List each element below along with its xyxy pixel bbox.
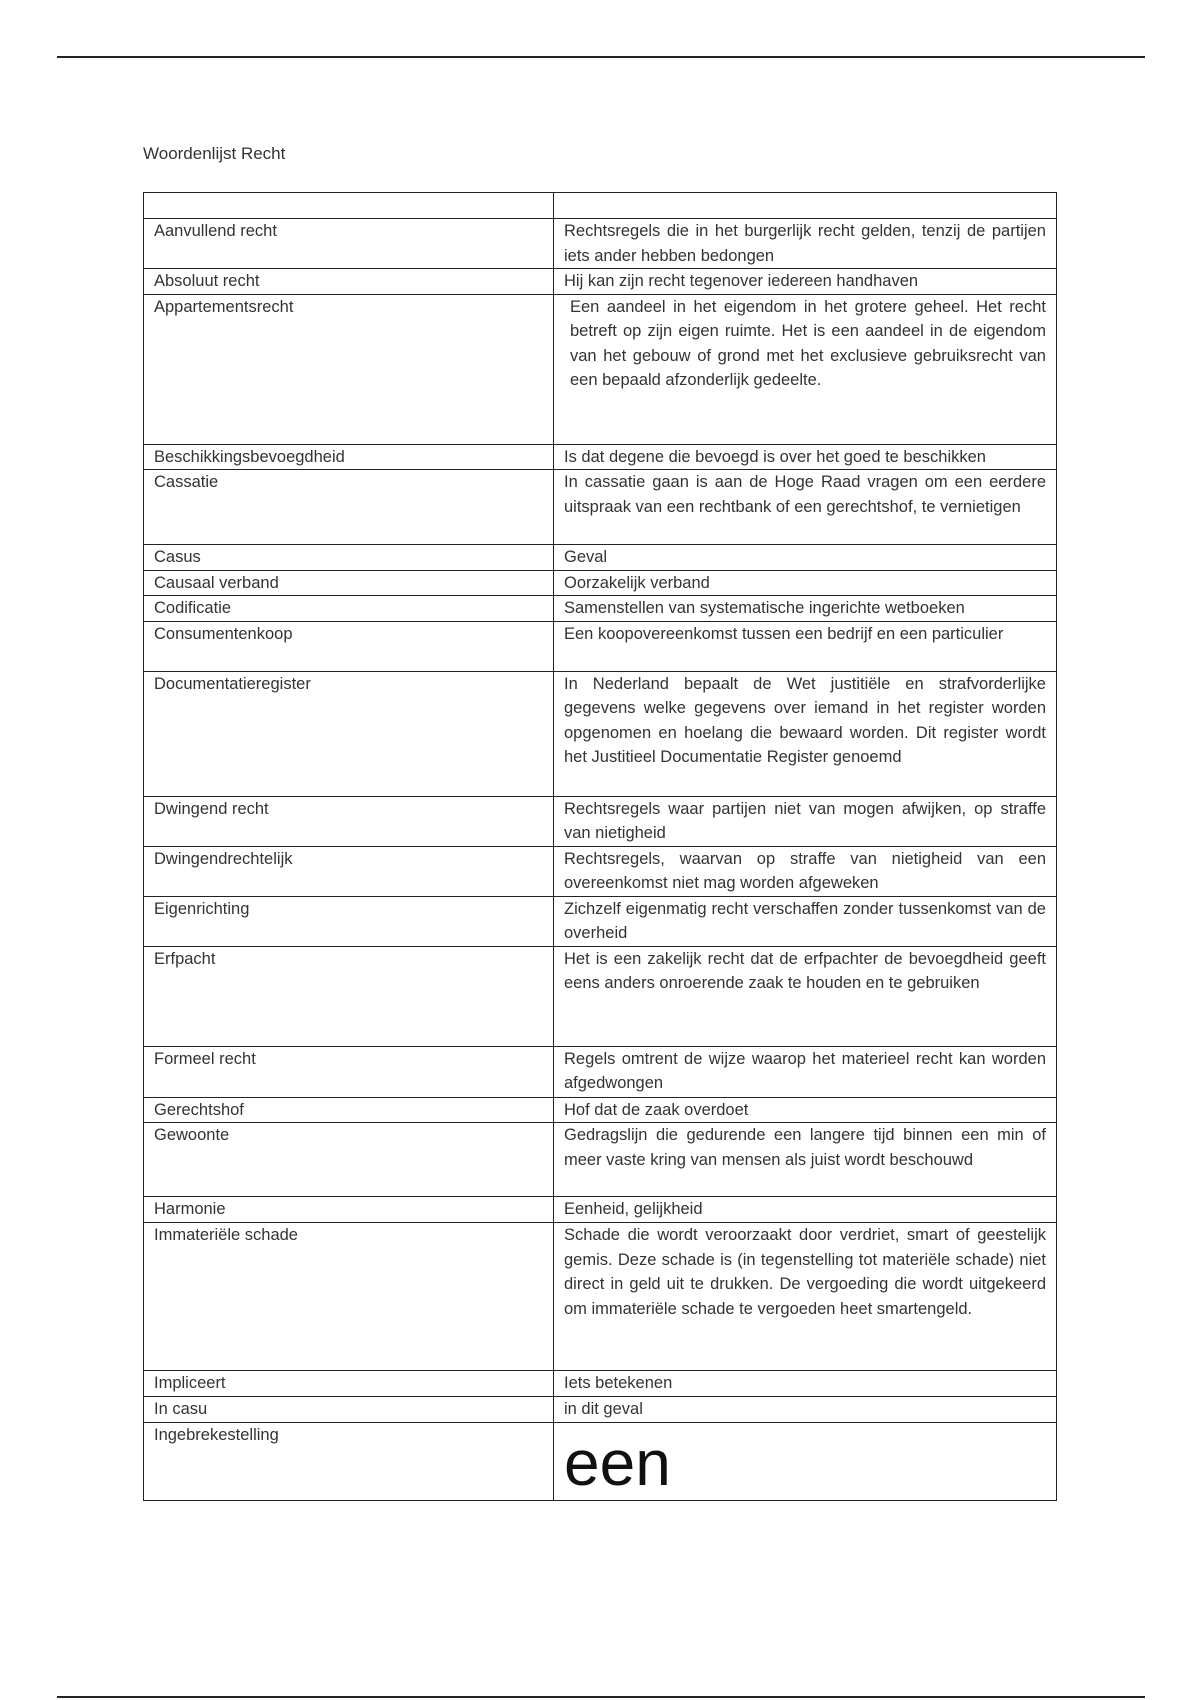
- glossary-table: [143, 192, 1057, 1501]
- definition-cell: een: [554, 1422, 1057, 1500]
- definition-cell: Een aandeel in het eigendom in het grotere geheel. Het recht betreft op zijn eigen ruimte. Het is een aandeel in de eigendom van het gebouw of grond met het exclusieve gebruiksrecht van een bepaald afzonderlijk gedeelte.: [554, 294, 1057, 444]
- table-row: [144, 1223, 1057, 1371]
- definition-cell: Schade die wordt veroorzaakt door verdriet, smart of geestelijk gemis. Deze schade is (in tegenstelling tot materiële schade) niet direct in geld uit te drukken. De vergoeding die wordt uitgekeerd om immateriële schade te vergoeden heet smartengeld.: [554, 1223, 1057, 1371]
- term-cell: Documentatieregister: [144, 671, 554, 796]
- table-row: [144, 946, 1057, 1046]
- term-cell: Gewoonte: [144, 1123, 554, 1197]
- table-row: [144, 1123, 1057, 1197]
- term-cell: Eigenrichting: [144, 896, 554, 946]
- term-cell: Dwingend recht: [144, 796, 554, 846]
- header-term-cell: [144, 193, 554, 219]
- table-row: [144, 444, 1057, 470]
- term-cell: In casu: [144, 1397, 554, 1423]
- header-rule: [57, 56, 1145, 58]
- term-cell: Formeel recht: [144, 1046, 554, 1097]
- table-row: [144, 796, 1057, 846]
- term-cell: Cassatie: [144, 470, 554, 545]
- term-cell: Aanvullend recht: [144, 219, 554, 269]
- term-cell: Consumentenkoop: [144, 621, 554, 671]
- table-row: [144, 470, 1057, 545]
- table-row: [144, 1097, 1057, 1123]
- definition-cell: Iets betekenen: [554, 1371, 1057, 1397]
- definition-cell: In cassatie gaan is aan de Hoge Raad vragen om een eerdere uitspraak van een rechtbank of een gerechtshof, te vernietigen: [554, 470, 1057, 545]
- definition-cell: Een koopovereenkomst tussen een bedrijf en een particulier: [554, 621, 1057, 671]
- definition-cell: Rechtsregels die in het burgerlijk recht gelden, tenzij de partijen iets ander hebben bedongen: [554, 219, 1057, 269]
- term-cell: Codificatie: [144, 596, 554, 622]
- term-cell: Ingebrekestelling: [144, 1422, 554, 1500]
- table-row: [144, 596, 1057, 622]
- table-row: [144, 1397, 1057, 1423]
- term-cell: Erfpacht: [144, 946, 554, 1046]
- term-cell: Causaal verband: [144, 570, 554, 596]
- footer-rule: [57, 1696, 1145, 1698]
- table-row: [144, 294, 1057, 444]
- table-row: [144, 219, 1057, 269]
- definition-cell: Zichzelf eigenmatig recht verschaffen zonder tussenkomst van de overheid: [554, 896, 1057, 946]
- term-cell: Casus: [144, 545, 554, 571]
- term-cell: Gerechtshof: [144, 1097, 554, 1123]
- term-cell: Appartementsrecht: [144, 294, 554, 444]
- document-title: Woordenlijst Recht: [143, 144, 286, 163]
- definition-cell: Is dat degene die bevoegd is over het goed te beschikken: [554, 444, 1057, 470]
- definition-cell: Oorzakelijk verband: [554, 570, 1057, 596]
- definition-cell: Gedragslijn die gedurende een langere tijd binnen een min of meer vaste kring van mensen als juist wordt beschouwd: [554, 1123, 1057, 1197]
- table-row: [144, 1422, 1057, 1500]
- table-row: [144, 545, 1057, 571]
- table-row: [144, 671, 1057, 796]
- definition-cell: Hof dat de zaak overdoet: [554, 1097, 1057, 1123]
- term-cell: Impliceert: [144, 1371, 554, 1397]
- table-row: [144, 846, 1057, 896]
- table-row: [144, 621, 1057, 671]
- table-row: [144, 570, 1057, 596]
- definition-cell: Eenheid, gelijkheid: [554, 1197, 1057, 1223]
- table-row: [144, 1197, 1057, 1223]
- definition-cell: in dit geval: [554, 1397, 1057, 1423]
- definition-cell: Geval: [554, 545, 1057, 571]
- term-cell: Dwingendrechtelijk: [144, 846, 554, 896]
- definition-cell: In Nederland bepaalt de Wet justitiële en strafvorderlijke gegevens welke gegevens over iemand in het register worden opgenomen en hoelang die bewaard worden. Dit register wordt het Justitieel Documentatie Register genoemd: [554, 671, 1057, 796]
- header-definition-cell: [554, 193, 1057, 219]
- term-cell: Beschikkingsbevoegdheid: [144, 444, 554, 470]
- definition-cell: Hij kan zijn recht tegenover iedereen handhaven: [554, 269, 1057, 295]
- table-row: [144, 1371, 1057, 1397]
- definition-cell: Rechtsregels, waarvan op straffe van nietigheid van een overeenkomst niet mag worden afgeweken: [554, 846, 1057, 896]
- term-cell: Immateriële schade: [144, 1223, 554, 1371]
- term-cell: Absoluut recht: [144, 269, 554, 295]
- table-row: [144, 269, 1057, 295]
- term-cell: Harmonie: [144, 1197, 554, 1223]
- table-row: [144, 896, 1057, 946]
- table-row: [144, 1046, 1057, 1097]
- table-header-row: [144, 193, 1057, 219]
- definition-cell: Samenstellen van systematische ingerichte wetboeken: [554, 596, 1057, 622]
- definition-cell: Rechtsregels waar partijen niet van mogen afwijken, op straffe van nietigheid: [554, 796, 1057, 846]
- definition-cell: Het is een zakelijk recht dat de erfpachter de bevoegdheid geeft eens anders onroerende zaak te houden en te gebruiken: [554, 946, 1057, 1046]
- definition-cell: Regels omtrent de wijze waarop het materieel recht kan worden afgedwongen: [554, 1046, 1057, 1097]
